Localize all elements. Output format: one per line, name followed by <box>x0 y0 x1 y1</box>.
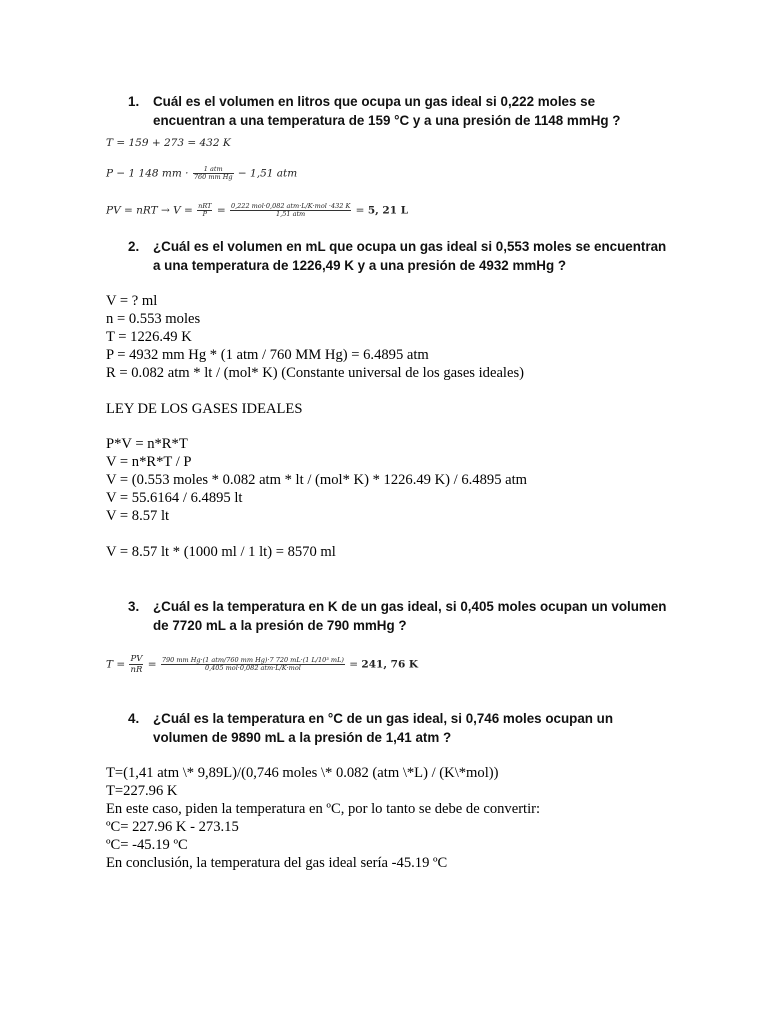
q1-pressure-fraction <box>193 166 234 181</box>
q3-fraction-2-den: 0,405 mol·0,082 atm·L/K·mol <box>204 664 301 672</box>
q1-volume-equals-2: = <box>355 204 365 217</box>
q4-line: En este caso, piden la temperatura en ºC, por lo tanto se debe de convertir: <box>106 801 541 817</box>
q4-line: ºC= -45.19 ºC <box>106 837 188 853</box>
question-1 <box>128 92 668 130</box>
q1-volume-fraction-1 <box>197 203 212 218</box>
q1-pressure-result: − 1,51 atm <box>237 167 298 180</box>
q3-fraction-1-num: PV <box>130 654 143 664</box>
q2-line: T = 1226.49 K <box>106 329 192 345</box>
q3-fraction-2 <box>161 657 345 672</box>
q4-line: T=227.96 K <box>106 783 178 799</box>
q2-line: V = n*R*T / P <box>106 454 192 470</box>
question-2-number: 2. <box>128 239 140 254</box>
q3-equation-temperature <box>106 654 418 675</box>
q2-line: P = 4932 mm Hg * (1 atm / 760 MM Hg) = 6.4895 atm <box>106 347 429 363</box>
q4-line: T=(1,41 atm \* 9,89L)/(0,746 moles \* 0.082 (atm \*L) / (K\*mol)) <box>106 765 499 781</box>
q3-fraction-1-den: nR <box>130 665 143 675</box>
q4-line: ºC= 227.96 K - 273.15 <box>106 819 239 835</box>
question-4-text: ¿Cuál es la temperatura en °C de un gas ideal, si 0,746 moles ocupan un volumen de 9890 mL a la presión de 1,41 atm ? <box>153 711 614 745</box>
q3-equals-2: = <box>349 658 359 671</box>
q2-line: n = 0.553 moles <box>106 311 201 327</box>
q1-volume-fraction-2-den: 1,51 atm <box>276 210 306 218</box>
question-1-number: 1. <box>128 94 140 109</box>
q2-line: V = 8.57 lt <box>106 508 170 524</box>
question-4-number: 4. <box>128 711 140 726</box>
q1-equation-temperature: T = 159 + 273 = 432 K <box>106 137 231 149</box>
q3-fraction-2-num: 790 mm Hg·(1 atm/760 mm Hg)·7 720 mL·(1 L/10³ mL) <box>161 656 344 664</box>
q1-pressure-denominator: 760 mm Hg <box>193 173 233 181</box>
q3-equation-lhs: T = <box>106 658 126 671</box>
question-3 <box>128 597 668 635</box>
q1-pressure-numerator: 1 atm <box>193 166 234 174</box>
question-3-text: ¿Cuál es la temperatura en K de un gas ideal, si 0,405 moles ocupan un volumen de 7720 mL a la presión de 790 mmHg ? <box>153 599 667 633</box>
q1-equation-volume <box>106 203 408 218</box>
question-2-text: ¿Cuál es el volumen en mL que ocupa un gas ideal si 0,553 moles se encuentran a una temperatura de 1226,49 K y a una presión de 4932 mmHg ? <box>153 239 667 273</box>
question-1-text: Cuál es el volumen en litros que ocupa un gas ideal si 0,222 moles se encuentran a una temperatura de 159 °C y a una presión de 1148 mmHg ? <box>153 94 621 128</box>
question-4 <box>128 709 668 747</box>
q2-final-result: V = 8.57 lt * (1000 ml / 1 lt) = 8570 ml <box>106 544 336 560</box>
q2-line: V = (0.553 moles * 0.082 atm * lt / (mol* K) * 1226.49 K) / 6.4895 atm <box>106 472 528 488</box>
q1-pressure-lhs: P − 1 148 mm · <box>106 167 189 180</box>
q1-volume-lhs: PV = nRT → V = <box>106 204 193 217</box>
q3-result: 241, 76 K <box>361 658 419 671</box>
q1-volume-fraction-2 <box>230 203 351 218</box>
q2-line: R = 0.082 atm * lt / (mol* K) (Constante universal de los gases ideales) <box>106 365 524 381</box>
q1-volume-fraction-1-den: P <box>202 210 207 218</box>
q3-equals: = <box>147 658 157 671</box>
q2-line: P*V = n*R*T <box>106 436 188 452</box>
q1-volume-fraction-2-num: 0,222 mol·0,082 atm·L/K·mol ·432 K <box>230 202 351 210</box>
question-3-number: 3. <box>128 599 140 614</box>
q1-volume-fraction-1-num: nRT <box>198 202 212 210</box>
q2-section-heading: LEY DE LOS GASES IDEALES <box>106 401 303 417</box>
q2-line: V = 55.6164 / 6.4895 lt <box>106 490 243 506</box>
q3-fraction-1 <box>129 654 143 675</box>
question-2 <box>128 237 668 275</box>
q1-volume-equals: = <box>216 204 226 217</box>
q4-conclusion: En conclusión, la temperatura del gas ideal sería -45.19 ºC <box>106 855 448 871</box>
q1-volume-result: 5, 21 L <box>367 204 409 217</box>
q1-equation-pressure <box>106 166 297 181</box>
q2-line: V = ? ml <box>106 293 158 309</box>
